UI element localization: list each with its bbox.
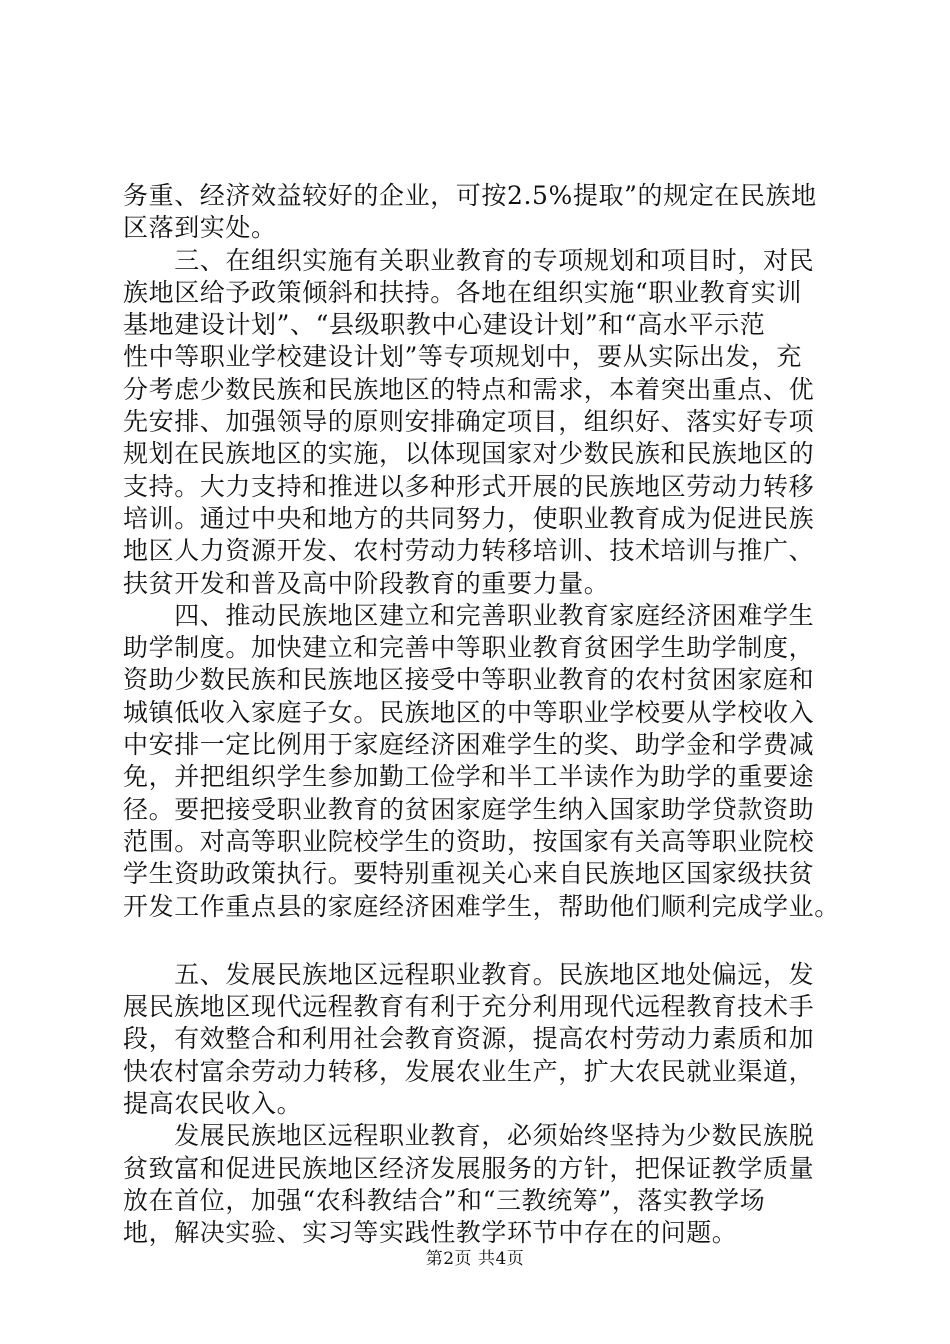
text-line: 段，有效整合和利用社会教育资源，提高农村劳动力素质和加 [123, 1024, 815, 1054]
text-line: 族地区给予政策倾斜和扶持。各地在组织实施“职业教育实训 [123, 277, 802, 307]
paragraph-group-2 [123, 959, 835, 1250]
text-line: 三、在组织实施有关职业教育的专项规划和项目时，对民 [123, 245, 815, 275]
document-body [123, 180, 840, 1250]
text-line: 范围。对高等职业院校学生的资助，按国家有关高等职业院校 [123, 826, 815, 856]
text-line: 快农村富余劳动力转移，发展农业生产，扩大农民就业渠道， [123, 1056, 815, 1086]
text-line: 城镇低收入家庭子女。民族地区的中等职业学校要从学校收入 [123, 697, 815, 727]
text-line: 放在首位，加强“农科教结合”和“三教统筹”，落实教学场 [123, 1185, 766, 1215]
text-line: 四、推动民族地区建立和完善职业教育家庭经济困难学生 [123, 600, 815, 630]
text-line: 先安排、加强领导的原则安排确定项目，组织好、落实好专项 [123, 407, 815, 437]
paragraph-group-1 [123, 180, 840, 923]
text-line: 开发工作重点县的家庭经济困难学生，帮助他们顺利完成学业。 [123, 891, 840, 921]
text-line: 基地建设计划”、“县级职教中心建设计划”和“高水平示范 [123, 310, 766, 340]
text-line: 提高农民收入。 [123, 1089, 303, 1119]
text-line: 规划在民族地区的实施，以体现国家对少数民族和民族地区的 [123, 439, 815, 469]
text-line: 务重、经济效益较好的企业，可按2.5%提取”的规定在民族地 [123, 181, 817, 210]
text-line: 展民族地区现代远程教育有利于充分利用现代远程教育技术手 [123, 992, 815, 1022]
text-line: 地区人力资源开发、农村劳动力转移培训、技术培训与推广、 [123, 536, 815, 566]
text-line: 免，并把组织学生参加勤工俭学和半工半读作为助学的重要途 [123, 762, 815, 792]
text-line: 分考虑少数民族和民族地区的特点和需求，本着突出重点、优 [123, 374, 815, 404]
text-line: 扶贫开发和普及高中阶段教育的重要力量。 [123, 568, 610, 598]
text-line: 五、发展民族地区远程职业教育。民族地区地处偏远，发 [123, 959, 815, 989]
paragraph-spacer [123, 923, 835, 959]
text-line: 性中等职业学校建设计划”等专项规划中，要从实际出发，充 [123, 342, 802, 372]
text-line: 径。要把接受职业教育的贫困家庭学生纳入国家助学贷款资助 [123, 794, 815, 824]
page-number-footer: 第2页 共4页 [425, 1249, 525, 1269]
text-line: 助学制度。加快建立和完善中等职业教育贫困学生助学制度， [123, 633, 815, 663]
text-line: 学生资助政策执行。要特别重视关心来自民族地区国家级扶贫 [123, 859, 815, 889]
text-line: 支持。大力支持和推进以多种形式开展的民族地区劳动力转移 [123, 471, 815, 501]
text-line: 地，解决实验、实习等实践性教学环节中存在的问题。 [123, 1218, 738, 1248]
text-line: 区落到实处。 [123, 213, 277, 243]
text-line: 发展民族地区远程职业教育，必须始终坚持为少数民族脱 [123, 1121, 815, 1151]
text-line: 培训。通过中央和地方的共同努力，使职业教育成为促进民族 [123, 503, 815, 533]
text-line: 中安排一定比例用于家庭经济困难学生的奖、助学金和学费减 [123, 730, 815, 760]
text-line: 资助少数民族和民族地区接受中等职业教育的农村贫困家庭和 [123, 665, 815, 695]
text-line: 贫致富和促进民族地区经济发展服务的方针，把保证教学质量 [123, 1153, 815, 1183]
